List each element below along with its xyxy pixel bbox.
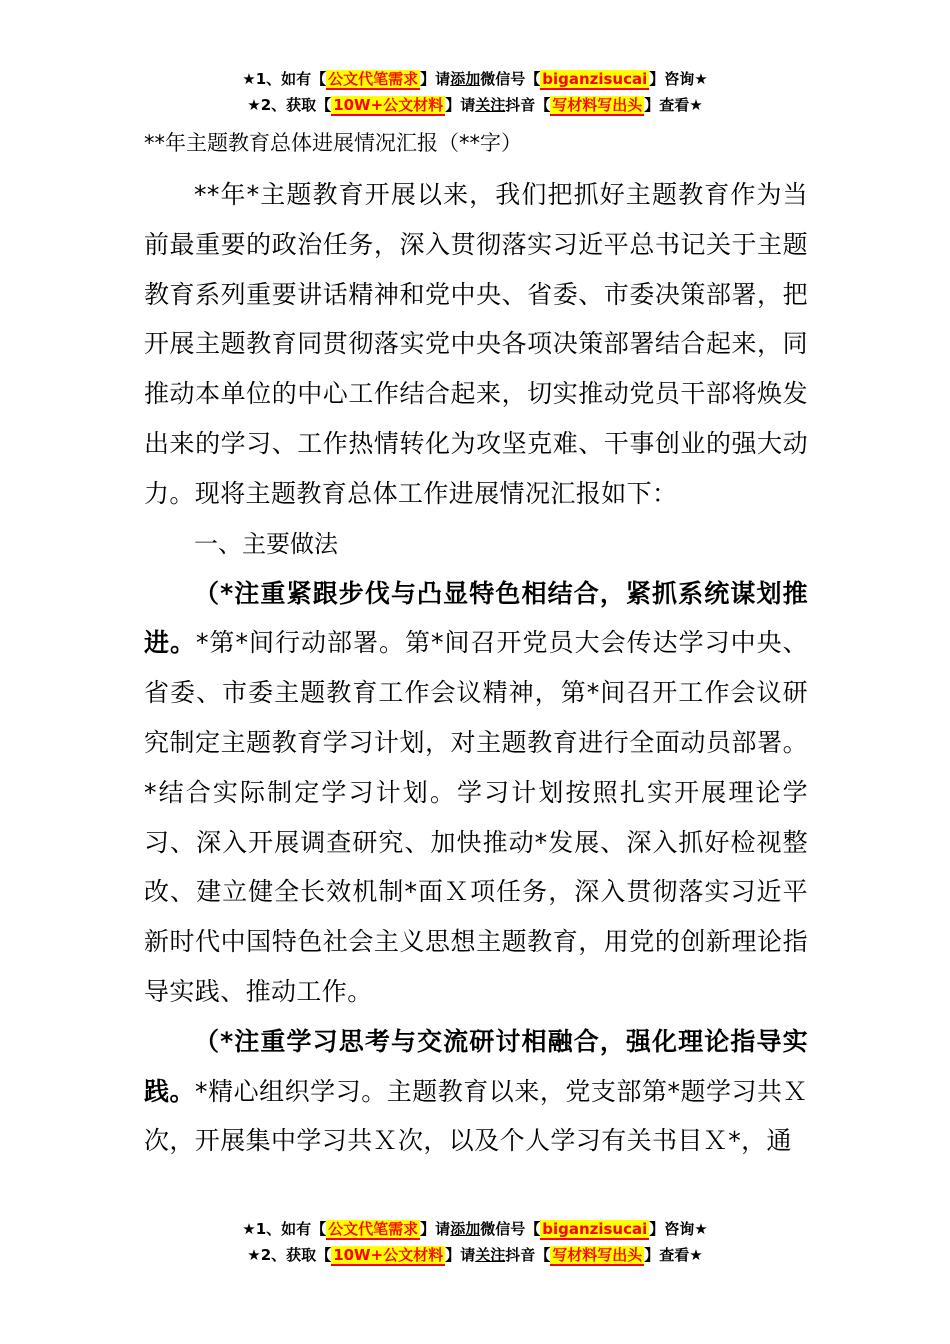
promo-highlight: 写材料写出头	[552, 96, 643, 114]
section-heading: 一、主要做法	[194, 529, 338, 558]
intro-paragraph: **年*主题教育开展以来，我们把抓好主题教育作为当前最重要的政治任务，深入贯彻落实习近平总书记关于主题教育系列重要讲话精神和党中央、省委、市委决策部署，把开展主题教育同贯彻落实党中央各项决策部署结合起来，同推动本单位的中心工作结合起来，切实推动党员干部将焕发出来的学习、工作热情转化为攻坚克难、干事创业的强大动力。现将主题教育总体工作进展情况汇报如下：	[144, 180, 808, 508]
promo-text: 】请	[445, 1246, 476, 1264]
paragraph-2	[144, 1017, 808, 1166]
promo-underline: 添加	[450, 1220, 481, 1238]
promo-line-1	[0, 66, 950, 92]
promo-text: 】查看★	[644, 1246, 703, 1264]
promo-text: 微信号【	[480, 70, 541, 88]
paragraph-1-lead: （*注重紧跟步伐与凸显特色相结合，紧抓系统谋划推进。	[144, 578, 808, 658]
promo-underline: 关注	[475, 1246, 506, 1264]
promo-text: 】咨询★	[649, 70, 708, 88]
document-body	[144, 124, 808, 1166]
promo-underline: 添加	[450, 70, 481, 88]
paragraph-1-text: *第*间行动部署。第*间召开党员大会传达学习中央、省委、市委主题教育工作会议精神，第*间召开工作会议研究制定主题教育学习计划，对主题教育进行全面动员部署。*结合实际制定学习计划。学习计划按照扎实开展理论学习、深入开展调查研究、加快推动*发展、深入抓好检视整改、建立健全长效机制*面Ｘ项任务，深入贯彻落实习近平新时代中国特色社会主义思想主题教育，用党的创新理论指导实践、推动工作。	[144, 628, 808, 1006]
promo-highlight: 写材料写出头	[552, 1246, 643, 1264]
promo-underline: 关注	[475, 96, 506, 114]
promo-text: ★2、获取【	[247, 1246, 332, 1264]
promo-text: 抖音【	[505, 1246, 551, 1264]
paragraph-2-lead: （*注重学习思考与交流研讨相融合，强化理论指导实践。	[144, 1026, 808, 1106]
promo-highlight: 公文代笔需求	[328, 1220, 419, 1238]
paragraph-1	[144, 569, 808, 1017]
promo-line-2	[0, 92, 950, 118]
promo-line-1	[0, 1216, 950, 1242]
promo-highlight: 公文代笔需求	[328, 70, 419, 88]
promo-text: ★2、获取【	[247, 96, 332, 114]
promo-text: 】咨询★	[649, 1220, 708, 1238]
promo-highlight: biganzisucai	[542, 1220, 648, 1238]
promo-text: 】请	[445, 96, 476, 114]
promo-highlight: 10W+公文材料	[333, 1246, 444, 1264]
promo-line-2	[0, 1242, 950, 1268]
promo-text: 】查看★	[644, 96, 703, 114]
promo-text: ★1、如有【	[242, 1220, 327, 1238]
promo-text: 抖音【	[505, 96, 551, 114]
promo-text: 】请	[420, 70, 451, 88]
promo-text: 微信号【	[480, 1220, 541, 1238]
document-title: **年主题教育总体进展情况汇报（**字）	[144, 131, 522, 155]
promo-text: 】请	[420, 1220, 451, 1238]
promo-highlight: biganzisucai	[542, 70, 648, 88]
promo-banner-top	[0, 66, 950, 118]
promo-text: ★1、如有【	[242, 70, 327, 88]
paragraph-2-text: *精心组织学习。主题教育以来，党支部第*题学习共Ｘ次，开展集中学习共Ｘ次，以及个人学习有关书目Ｘ*，通	[144, 1076, 808, 1156]
promo-banner-bottom	[0, 1216, 950, 1268]
promo-highlight: 10W+公文材料	[333, 96, 444, 114]
